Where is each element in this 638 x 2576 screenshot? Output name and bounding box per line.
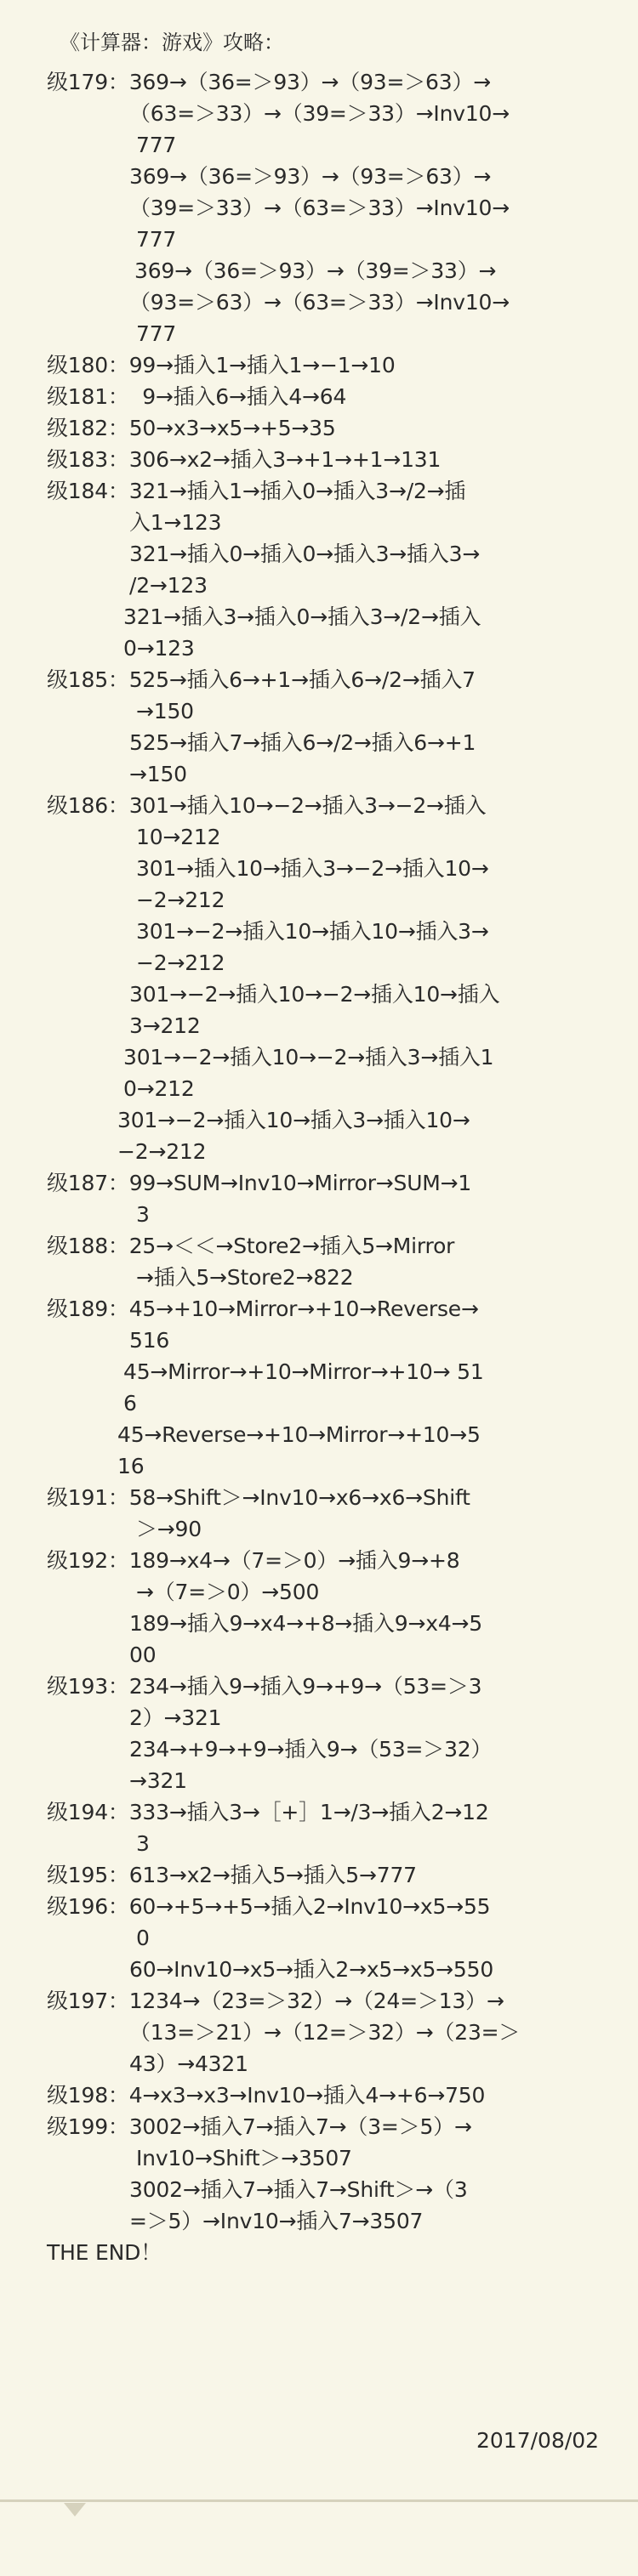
text-line: 00 bbox=[129, 1643, 157, 1667]
text-line: 级195：613→x2→插入5→插入5→777 bbox=[47, 1863, 417, 1887]
text-line: 级187：99→SUM→Inv10→Mirror→SUM→1 bbox=[47, 1171, 472, 1195]
text-line: →321 bbox=[129, 1768, 187, 1793]
text-line: /2→123 bbox=[129, 573, 208, 598]
text-line: 16 bbox=[117, 1454, 145, 1478]
text-line: 级193：234→插入9→插入9→+9→（53=＞3 bbox=[47, 1674, 482, 1699]
text-line: 3002→插入7→插入7→Shift＞→（3 bbox=[129, 2177, 468, 2202]
text-line: 级179：369→（36=＞93）→（93=＞63）→ bbox=[47, 70, 492, 94]
text-line: =＞5）→Inv10→插入7→3507 bbox=[129, 2209, 424, 2233]
text-line: 级191：58→Shift＞→Inv10→x6→x6→Shift bbox=[47, 1485, 470, 1510]
text-line: 0 bbox=[136, 1926, 150, 1950]
text-line: −2→212 bbox=[117, 1139, 207, 1164]
text-line: 级194：333→插入3→［+］1→/3→插入2→12 bbox=[47, 1800, 489, 1824]
text-line: 级182：50→x3→x5→+5→35 bbox=[47, 416, 336, 440]
text-line: 777 bbox=[136, 227, 177, 252]
text-line: 级192：189→x4→（7=＞0）→插入9→+8 bbox=[47, 1548, 460, 1573]
text-line: 级198：4→x3→x3→Inv10→插入4→+6→750 bbox=[47, 2083, 486, 2108]
text-line: 45→Mirror→+10→Mirror→+10→ 51 bbox=[123, 1359, 484, 1384]
text-line: （93=＞63）→（63=＞33）→Inv10→ bbox=[129, 290, 510, 315]
text-line: 级185：525→插入6→+1→插入6→/2→插入7 bbox=[47, 667, 476, 692]
text-line: →（7=＞0）→500 bbox=[136, 1580, 320, 1604]
text-line: 级197：1234→（23=＞32）→（24=＞13）→ bbox=[47, 1989, 504, 2013]
text-line: 级188：25→＜＜→Store2→插入5→Mirror bbox=[47, 1234, 455, 1258]
text-line: 级186：301→插入10→−2→插入3→−2→插入 bbox=[47, 793, 487, 818]
text-line: 45→Reverse→+10→Mirror→+10→5 bbox=[117, 1422, 481, 1447]
caret-down-icon bbox=[64, 2503, 86, 2516]
text-line: 级180：99→插入1→插入1→−1→10 bbox=[47, 353, 396, 377]
text-line: 43）→4321 bbox=[129, 2051, 248, 2076]
text-line: →150 bbox=[129, 762, 187, 786]
text-line: 369→（36=＞93）→（93=＞63）→ bbox=[129, 164, 492, 189]
text-line: 级183：306→x2→插入3→+1→+1→131 bbox=[47, 447, 441, 472]
text-line: 301→−2→插入10→插入3→插入10→ bbox=[117, 1108, 470, 1132]
text-line: 3 bbox=[136, 1831, 150, 1856]
text-line: 入1→123 bbox=[129, 510, 222, 535]
text-line: 777 bbox=[136, 133, 177, 157]
text-line: 0→212 bbox=[123, 1076, 195, 1101]
text-line: 234→+9→+9→插入9→（53=＞32） bbox=[129, 1737, 493, 1762]
text-line: 321→插入3→插入0→插入3→/2→插入 bbox=[123, 604, 481, 629]
text-line: 3 bbox=[136, 1202, 150, 1227]
text-line: （63=＞33）→（39=＞33）→Inv10→ bbox=[129, 101, 510, 126]
text-line: 60→Inv10→x5→插入2→x5→x5→550 bbox=[129, 1957, 494, 1982]
text-line: →插入5→Store2→822 bbox=[136, 1265, 354, 1290]
text-line: 189→插入9→x4→+8→插入9→x4→5 bbox=[129, 1611, 482, 1636]
text-line: （13=＞21）→（12=＞32）→（23=＞ bbox=[129, 2020, 521, 2045]
text-line: 0→123 bbox=[123, 636, 195, 661]
text-line: 级189：45→+10→Mirror→+10→Reverse→ bbox=[47, 1297, 479, 1321]
text-line: −2→212 bbox=[136, 888, 225, 912]
text-line: 级181： 9→插入6→插入4→64 bbox=[47, 384, 347, 409]
text-line: 级184：321→插入1→插入0→插入3→/2→插 bbox=[47, 479, 466, 503]
guide-title: 《计算器：游戏》攻略： bbox=[60, 31, 284, 54]
text-line: 级196：60→+5→+5→插入2→Inv10→x5→55 bbox=[47, 1894, 491, 1919]
text-line: 3→212 bbox=[129, 1013, 201, 1038]
text-line: 10→212 bbox=[136, 825, 221, 849]
text-line: 516 bbox=[129, 1328, 170, 1353]
text-line: Inv10→Shift＞→3507 bbox=[136, 2146, 352, 2170]
text-line: 级199：3002→插入7→插入7→（3=＞5）→ bbox=[47, 2114, 472, 2139]
text-line: 777 bbox=[136, 321, 177, 346]
text-line: 301→−2→插入10→插入10→插入3→ bbox=[136, 919, 489, 944]
text-line: −2→212 bbox=[136, 950, 225, 975]
text-line: ＞→90 bbox=[136, 1517, 202, 1541]
text-line: THE END！ bbox=[47, 2240, 162, 2265]
post-date: 2017/08/02 bbox=[476, 2428, 600, 2453]
text-line: 301→−2→插入10→−2→插入10→插入 bbox=[129, 982, 500, 1007]
text-line: （39=＞33）→（63=＞33）→Inv10→ bbox=[129, 196, 510, 220]
footer-divider bbox=[0, 2499, 638, 2502]
text-line: 301→−2→插入10→−2→插入3→插入1 bbox=[123, 1045, 494, 1070]
text-line: 301→插入10→插入3→−2→插入10→ bbox=[136, 856, 489, 881]
text-line: 369→（36=＞93）→（39=＞33）→ bbox=[134, 258, 497, 283]
text-line: 6 bbox=[123, 1391, 137, 1416]
text-line: →150 bbox=[136, 699, 194, 723]
text-line: 2）→321 bbox=[129, 1705, 222, 1730]
text-line: 321→插入0→插入0→插入3→插入3→ bbox=[129, 542, 481, 566]
text-line: 525→插入7→插入6→/2→插入6→+1 bbox=[129, 730, 476, 755]
